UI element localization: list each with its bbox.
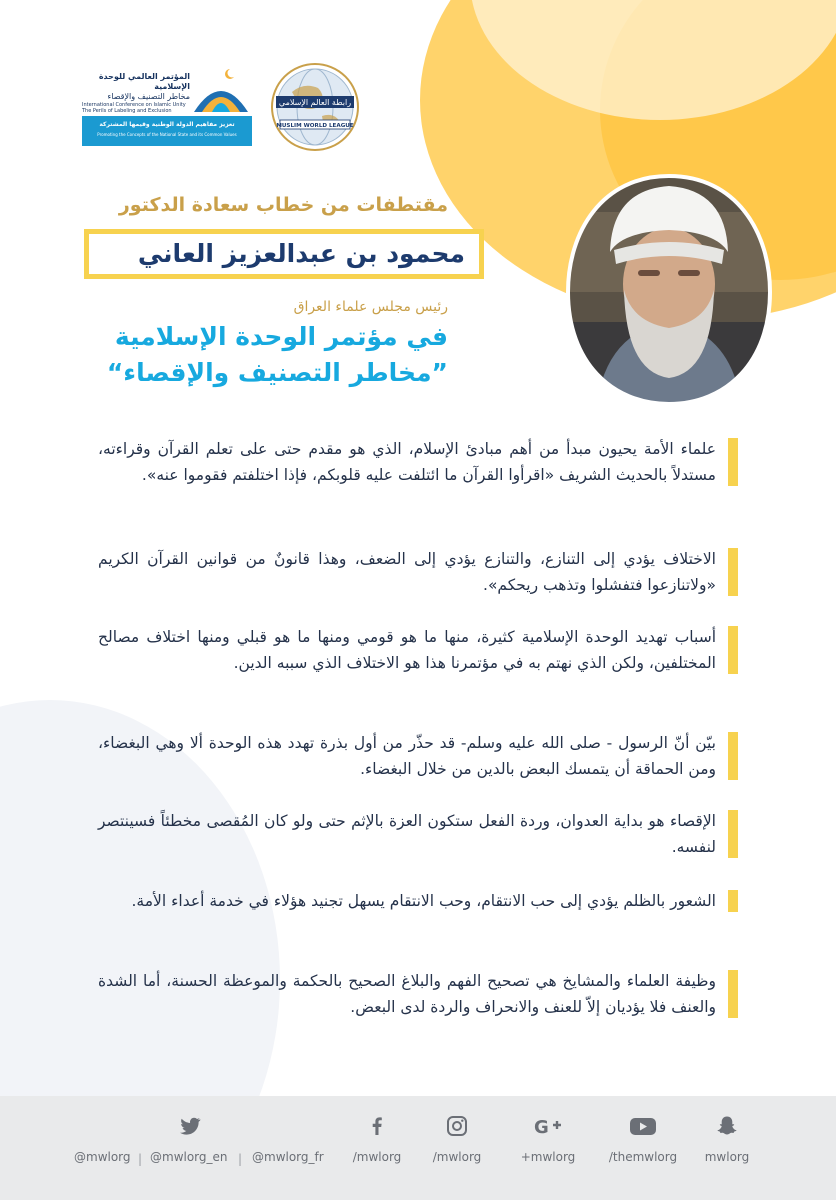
facebook-icon — [365, 1114, 389, 1138]
snapchat-link[interactable] — [694, 1096, 760, 1200]
conference-logo-text — [82, 72, 190, 114]
excerpt-paragraph — [98, 624, 738, 676]
dome-icon — [190, 66, 252, 116]
googleplus-handle: +mwlorg — [520, 1150, 576, 1164]
youtube-handle: /themwlorg — [608, 1150, 678, 1164]
globe-icon — [270, 62, 360, 152]
excerpt-text: الإقصاء هو بداية العدوان، وردة الفعل ستكون العزة بالإثم حتى ولو كان المُقصى مخطئاً فسينتصر لنفسه. — [98, 812, 716, 856]
paragraph-marker — [728, 970, 738, 1018]
footer-separator: | — [238, 1152, 243, 1166]
twitter-link-fr[interactable]: @mwlorg_fr — [252, 1150, 324, 1164]
facebook-handle: /mwlorg — [352, 1150, 402, 1164]
conference-logo-strip-ar: تعزيز مفاهيم الدولة الوطنية وقيمها المشتركة — [99, 121, 235, 128]
youtube-link[interactable] — [598, 1096, 688, 1200]
excerpt-text: بيّن أنّ الرسول - صلى الله عليه وسلم- قد حذّر من أول بذرة تهدد هذه الوحدة ألا وهي البغضاء، ومن الحماقة أن يتمسك البعض بالدين من خلال البغضاء. — [98, 734, 716, 778]
paragraph-marker — [728, 810, 738, 858]
facebook-link[interactable] — [342, 1096, 412, 1200]
conference-logo-en-subtitle: The Perils of Labeling and Exclusion — [82, 108, 172, 114]
twitter-link-ar[interactable]: @mwlorg — [74, 1150, 131, 1164]
paragraph-marker — [728, 438, 738, 486]
excerpt-text: الاختلاف يؤدي إلى التنازع، والتنازع يؤدي إلى الضعف، وهذا قانونٌ من قوانين القرآن الكريم «ولاتنازعوا فتفشلوا وتذهب ريحكم». — [98, 550, 716, 594]
excerpt-text: علماء الأمة يحيون مبدأ من أهم مبادئ الإسلام، الذي هو مقدم حتى على تعلم القرآن وقراءته، مستدلاً بالحديث الشريف «اقرأوا القرآن ما ائتلفت عليه قلوبكم، فإذا اختلفتم فقوموا عنه». — [98, 440, 716, 484]
svg-text:G: G — [534, 1117, 549, 1138]
instagram-handle: /mwlorg — [432, 1150, 482, 1164]
snapchat-handle: mwlorg — [704, 1150, 750, 1164]
paragraph-marker — [728, 890, 738, 912]
conference-subtitle: ”مخاطر التصنيف والإقصاء“ — [106, 358, 448, 387]
instagram-link[interactable] — [420, 1096, 494, 1200]
conference-title: في مؤتمر الوحدة الإسلامية — [114, 322, 448, 351]
googleplus-icon — [533, 1114, 563, 1138]
excerpt-paragraph — [98, 546, 738, 598]
conference-logo — [82, 66, 252, 148]
conference-logo-strip-en: Promoting the Concepts of the National State and its Common Values — [97, 132, 237, 137]
excerpt-text: وظيفة العلماء والمشايخ هي تصحيح الفهم والبلاغ الصحيح بالحكمة والموعظة الحسنة، أما الشدة والعنف فلا يؤديان إلاّ للعنف والانحراف والردة لدى البعض. — [98, 972, 716, 1016]
instagram-icon — [445, 1114, 469, 1138]
snapchat-icon — [715, 1114, 739, 1138]
speaker-name: محمود بن عبدالعزيز العاني — [137, 239, 465, 268]
mwl-logo — [270, 62, 360, 152]
conference-logo-ar-title: المؤتمر العالمي للوحدة الإسلامية — [98, 72, 190, 91]
youtube-icon — [629, 1114, 657, 1138]
excerpt-text: أسباب تهديد الوحدة الإسلامية كثيرة، منها ما هو قومي ومنها ما هو قبلي ومنها اختلاف مصالح المختلفين، ولكن الذي نهتم به في مؤتمرنا هذا هو الاختلاف الذي سببه الدين. — [98, 628, 716, 672]
footer-separator: | — [138, 1152, 143, 1166]
paragraph-marker — [728, 732, 738, 780]
excerpt-paragraph — [98, 968, 738, 1020]
mwl-logo-ar: رابطة العالم الإسلامي — [278, 98, 352, 107]
excerpt-paragraph — [98, 730, 738, 782]
twitter-link-en[interactable]: @mwlorg_en — [150, 1150, 228, 1164]
excerpt-paragraph — [98, 808, 738, 860]
conference-logo-en-title: International Conference on Islamic Unity — [82, 102, 186, 108]
speaker-name-box — [84, 229, 484, 279]
excerpt-text: الشعور بالظلم يؤدي إلى حب الانتقام، وحب الانتقام يسهل تجنيد هؤلاء في خدمة أعداء الأمة. — [131, 892, 716, 910]
conference-logo-ar-subtitle: مخاطر التصنيف والإقصاء — [107, 92, 190, 101]
conference-logo-strip — [82, 116, 252, 146]
excerpt-paragraph — [98, 436, 738, 488]
speaker-role: رئيس مجلس علماء العراق — [293, 299, 448, 315]
mwl-logo-en: MUSLIM WORLD LEAGUE — [276, 123, 354, 129]
paragraph-marker — [728, 548, 738, 596]
social-footer — [0, 1096, 836, 1200]
googleplus-link[interactable] — [508, 1096, 588, 1200]
speaker-portrait — [566, 172, 772, 408]
paragraph-marker — [728, 626, 738, 674]
excerpt-paragraph — [98, 888, 738, 914]
pre-title: مقتطفات من خطاب سعادة الدكتور — [118, 194, 448, 216]
twitter-icon — [178, 1114, 202, 1138]
twitter-group — [74, 1096, 306, 1200]
